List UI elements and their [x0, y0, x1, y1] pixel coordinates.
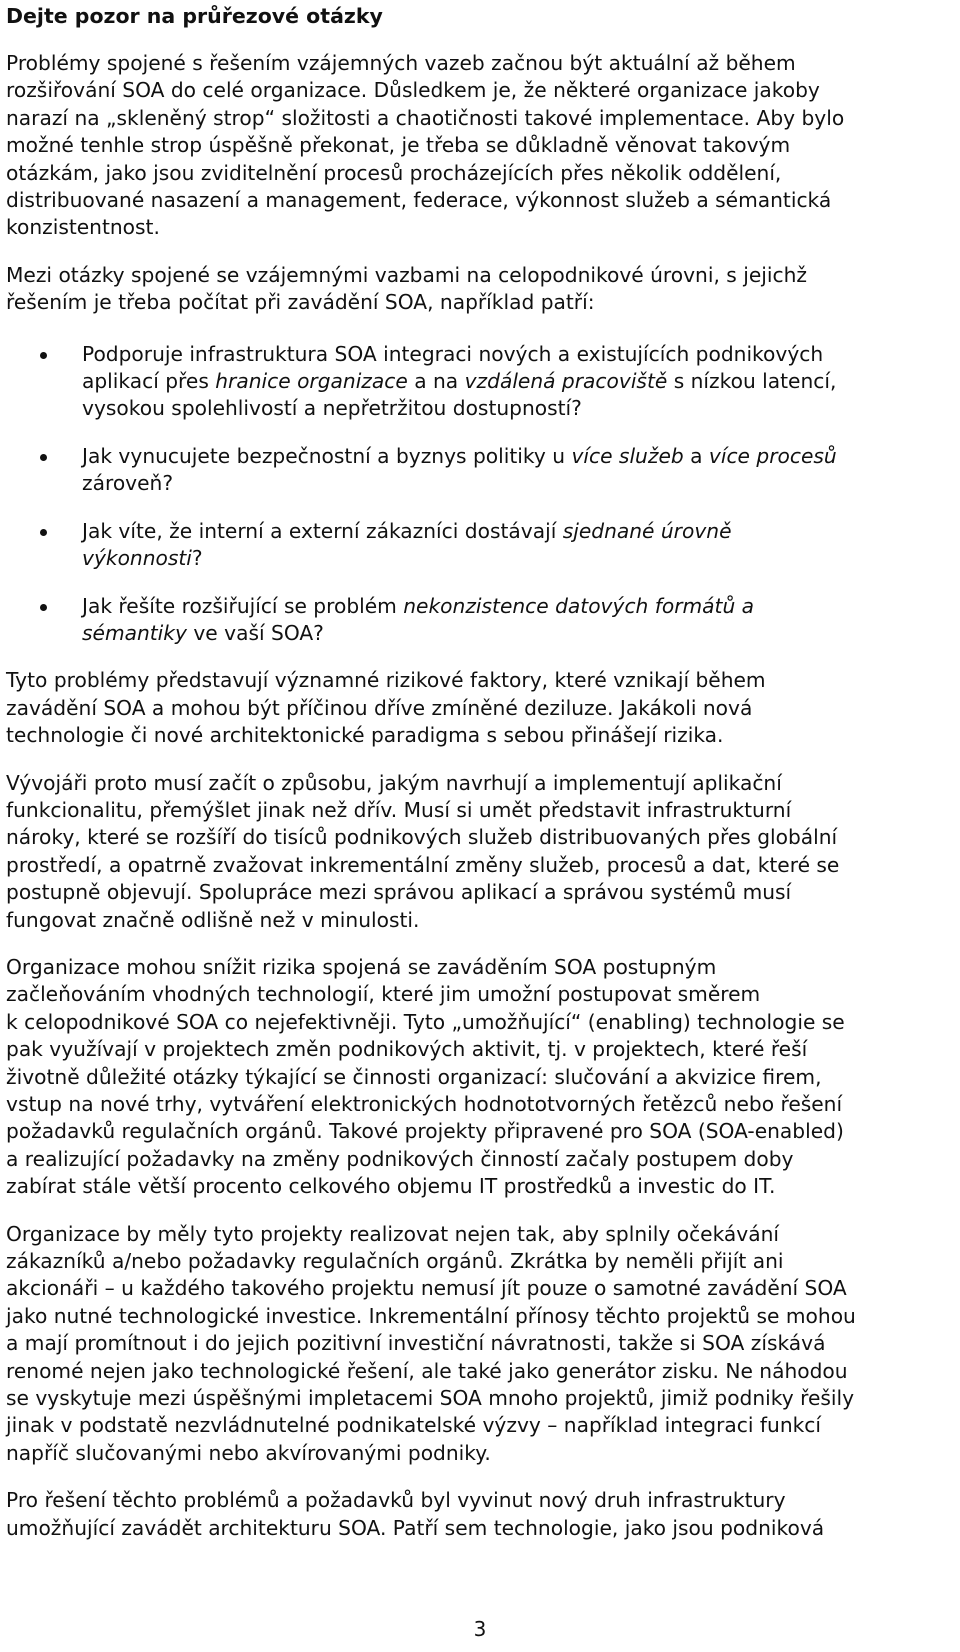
bullet-dot-icon — [40, 352, 47, 359]
text-line: Organizace by měly tyto projekty realizovat nejen tak, aby splnily očekávání — [6, 1221, 780, 1246]
text-line: nároky, které se rozšíří do tisíců podnikových služeb distribuovaných přes globální — [6, 825, 838, 850]
text-line — [82, 593, 946, 620]
emphasized-text: více služeb — [571, 443, 684, 468]
emphasized-text: vzdálená pracoviště — [464, 369, 668, 394]
emphasized-text: nekonzistence datových formátů a — [403, 593, 755, 618]
bullet-dot-icon — [40, 454, 47, 461]
text-line: narazí na „skleněný strop“ složitosti a chaotičnosti takové implementace. Aby bylo — [6, 105, 845, 130]
text-line: Mezi otázky spojené se vzájemnými vazbami na celopodnikové úrovni, s jejichž — [6, 262, 807, 287]
text-line: zavádění SOA a mohou být příčinou dříve zmíněné deziluze. Jakákoli nová — [6, 695, 753, 720]
text-run: Jak řešíte rozšiřující se problém — [82, 593, 404, 618]
text-line — [82, 545, 946, 572]
text-run: ve vaší SOA? — [186, 620, 324, 645]
paragraph-project-benefits — [6, 1221, 946, 1468]
emphasized-text: výkonnosti — [82, 546, 192, 571]
text-run: ? — [191, 546, 203, 571]
emphasized-text: více procesů — [708, 443, 837, 468]
text-line: konzistentnost. — [6, 215, 160, 240]
question-list-item — [6, 443, 946, 498]
text-run: Jak vynucujete bezpečnostní a byznys politiky u — [82, 443, 572, 468]
text-line: Pro řešení těchto problémů a požadavků byl vyvinut nový druh infrastruktury — [6, 1488, 786, 1513]
text-line: Tyto problémy představují významné rizikové faktory, které vznikají během — [6, 668, 766, 693]
text-line: řešením je třeba počítat při zavádění SOA, například patří: — [6, 290, 595, 315]
text-run: zároveň? — [82, 471, 174, 496]
text-line: rozšiřování SOA do celé organizace. Důsledkem je, že některé organizace jakoby — [6, 78, 820, 103]
text-run: aplikací přes — [82, 369, 216, 394]
paragraph-infrastructure — [6, 1487, 946, 1542]
text-line: jinak v podstatě nezvládnutelné podnikatelské výzvy – například integraci funkcí — [6, 1413, 822, 1438]
text-line: prostředí, a opatrně zvažovat inkrementální změny služeb, procesů a dat, které se — [6, 852, 840, 877]
text-line: možné tenhle strop úspěšně překonat, je třeba se důkladně věnovat takovým — [6, 133, 791, 158]
emphasized-text: hranice organizace — [215, 369, 408, 394]
text-line — [82, 395, 946, 422]
text-line: renomé nejen jako technologické řešení, ale také jako generátor zisku. Ne náhodou — [6, 1358, 848, 1383]
paragraph-enabling-technologies — [6, 954, 946, 1201]
section-heading: Dejte pozor na průřezové otázky — [6, 4, 383, 28]
text-line — [82, 341, 946, 368]
text-line — [82, 368, 946, 395]
emphasized-text: sémantiky — [82, 620, 187, 645]
text-run: vysokou spolehlivostí a nepřetržitou dostupností? — [82, 396, 582, 421]
text-line: životně důležité otázky týkající se činnosti organizací: slučování a akvizice firem, — [6, 1064, 822, 1089]
text-run: Jak víte, že interní a externí zákazníci dostávají — [82, 518, 563, 543]
paragraph-risk-factors — [6, 667, 946, 749]
text-line: funkcionalitu, přemýšlet jinak než dřív. Musí si umět představit infrastrukturní — [6, 797, 792, 822]
text-line: zákazníků a/nebo požadavky regulačních orgánů. Zkrátka by neměli přijít ani — [6, 1249, 784, 1274]
paragraph-questions-intro — [6, 262, 946, 317]
question-list-item — [6, 341, 946, 423]
text-line: umožňující zavádět architekturu SOA. Patří sem technologie, jako jsou podniková — [6, 1515, 825, 1540]
paragraph-intro — [6, 50, 946, 242]
text-run: Podporuje infrastruktura SOA integraci nových a existujících podnikových — [82, 341, 824, 366]
text-line: se vyskytuje mezi úspěšnými impletacemi SOA mnoho projektů, jimiž podniky řešily — [6, 1386, 855, 1411]
text-line: postupně objevují. Spolupráce mezi správou aplikací a správou systémů musí — [6, 880, 792, 905]
text-line: a realizující požadavky na změny podnikových činností začaly postupem doby — [6, 1146, 794, 1171]
text-line — [82, 470, 946, 497]
text-line: akcionáři – u každého takového projektu nemusí jít pouze o samotné zavádění SOA — [6, 1276, 847, 1301]
text-line — [82, 620, 946, 647]
emphasized-text: sjednané úrovně — [562, 518, 732, 543]
text-line: k celopodnikové SOA co nejefektivněji. Tyto „umožňující“ (enabling) technologie se — [6, 1009, 845, 1034]
paragraph-developers — [6, 770, 946, 934]
text-line: a mají promítnout i do jejich pozitivní investiční návratnosti, takže si SOA získává — [6, 1331, 826, 1356]
text-line: Vývojáři proto musí začít o způsobu, jakým navrhují a implementují aplikační — [6, 770, 782, 795]
page-number: 3 — [473, 1617, 487, 1641]
document-body — [6, 2, 946, 1542]
text-run: a — [683, 443, 709, 468]
text-line: technologie či nové architektonické paradigma s sebou přinášejí rizika. — [6, 723, 724, 748]
text-line: fungovat značně odlišně než v minulosti. — [6, 907, 420, 932]
text-line: Organizace mohou snížit rizika spojená se zaváděním SOA postupným — [6, 954, 717, 979]
text-line: zabírat stále větší procento celkového objemu IT prostředků a investic do IT. — [6, 1174, 776, 1199]
text-line: jako nutné technologické investice. Inkrementální přínosy těchto projektů se mohou — [6, 1303, 856, 1328]
text-line: napříč slučovanými nebo akvírovanými podniky. — [6, 1440, 491, 1465]
text-line — [82, 443, 946, 470]
question-list-item — [6, 593, 946, 648]
text-line: distribuované nasazení a management, federace, výkonnost služeb a sémantická — [6, 188, 832, 213]
text-line: Problémy spojené s řešením vzájemných vazeb začnou být aktuální až během — [6, 51, 796, 75]
text-line: pak využívají v projektech změn podnikových aktivit, tj. v projektech, které řeší — [6, 1037, 808, 1062]
question-list-item — [6, 518, 946, 573]
text-line: začleňováním vhodných technologií, které jim umožní postupovat směrem — [6, 982, 761, 1007]
text-run: a na — [407, 369, 465, 394]
text-line: otázkám, jako jsou zviditelnění procesů procházejících přes několik oddělení, — [6, 160, 782, 185]
bullet-dot-icon — [40, 529, 47, 536]
question-list — [6, 341, 946, 648]
text-line — [82, 518, 946, 545]
bullet-dot-icon — [40, 604, 47, 611]
text-line: vstup na nové trhy, vytváření elektronických hodnototvorných řetězců nebo řešení — [6, 1092, 843, 1116]
text-line: požadavků regulačních orgánů. Takové projekty připravené pro SOA (SOA-enabled) — [6, 1119, 844, 1144]
text-run: s nízkou latencí, — [667, 369, 837, 394]
